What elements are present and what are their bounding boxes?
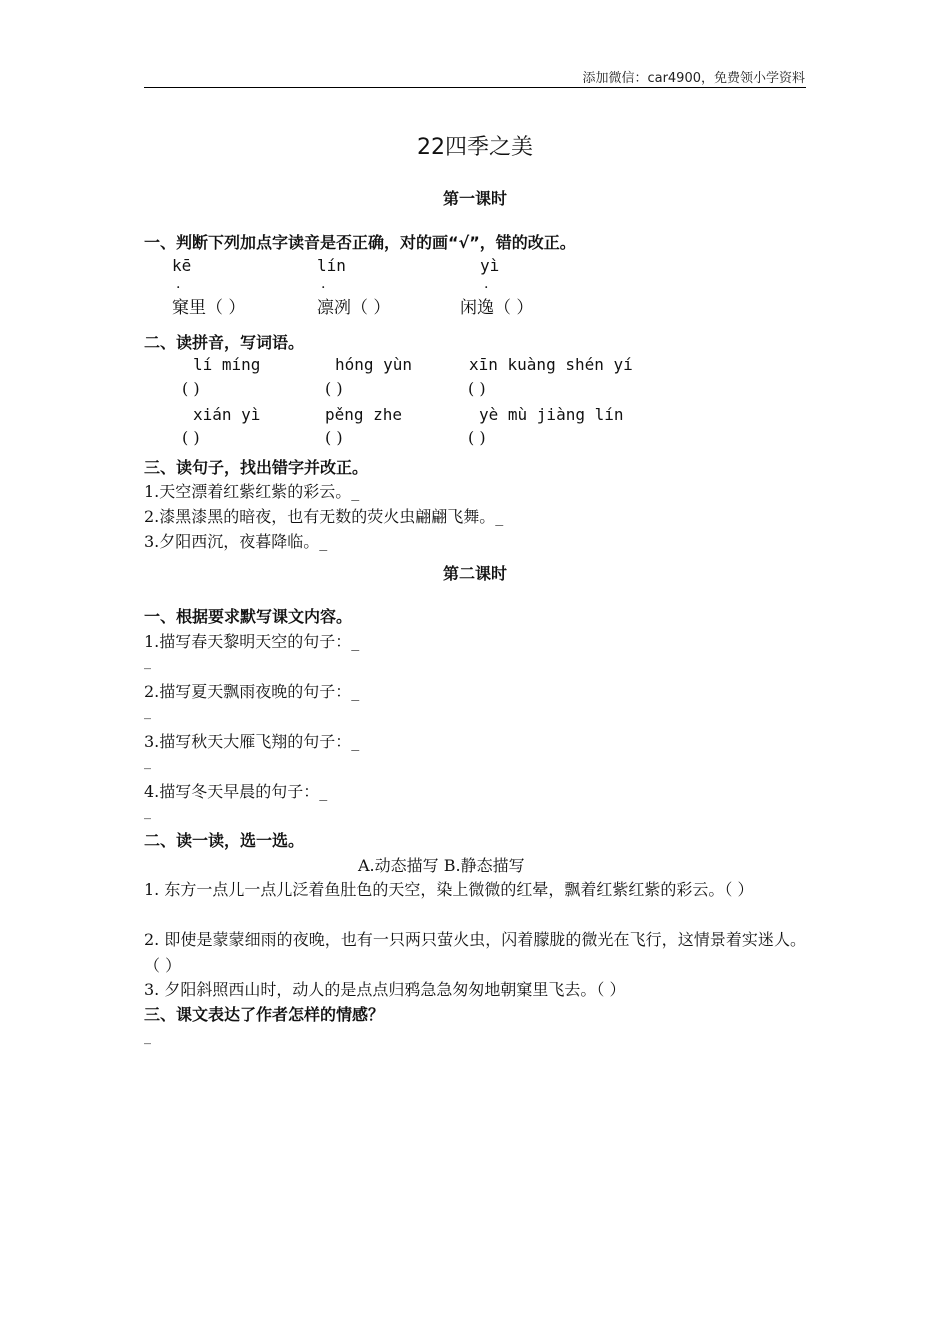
l1-q3-line-1: 1.天空漂着红紫红紫的彩云。_ — [144, 482, 360, 501]
lesson-1-label: 第一课时 — [442, 189, 507, 208]
l2-q2-heading: 二、读一读，选一选。 — [144, 831, 305, 850]
l1-q1-pinyin-3: yì — [480, 256, 500, 275]
l2-q1-heading: 一、根据要求默写课文内容。 — [144, 607, 353, 626]
l1-q1-word-3: 闲逸（ ） — [460, 298, 534, 318]
l2-q1-line-3: 3.描写秋天大雁飞翔的句子：_ — [144, 732, 360, 751]
answer-blank[interactable]: _ — [144, 1029, 151, 1045]
l2-q3-heading: 三、课文表达了作者怎样的情感？ — [144, 1005, 385, 1024]
answer-blank[interactable]: ( ) — [325, 379, 343, 398]
page-title: 22四季之美 — [417, 135, 533, 160]
answer-blank[interactable]: ( ) — [325, 428, 343, 447]
l1-q2-pinyin-1: lí míng — [193, 355, 261, 374]
l2-q1-line-4: 4.描写冬天早晨的句子：_ — [144, 782, 328, 801]
l2-q2-item-3: 3. 夕阳斜照西山时，动人的是点点归鸦急急匆匆地朝窠里飞去。（ ） — [144, 980, 626, 999]
l1-q2-heading: 二、读拼音，写词语。 — [144, 333, 305, 352]
l2-q1-line-1: 1.描写春天黎明天空的句子：_ — [144, 632, 360, 651]
l1-q2-pinyin-4: xián yì — [193, 405, 261, 424]
answer-blank[interactable]: _ — [144, 704, 151, 720]
l1-q2-pinyin-3: xīn kuàng shén yí — [469, 355, 633, 374]
answer-blank[interactable]: ( ) — [468, 428, 486, 447]
l2-q2-item-1: 1. 东方一点儿一点儿泛着鱼肚色的天空，染上微微的红晕，飘着红紫红紫的彩云。（ ） — [144, 880, 754, 899]
answer-blank[interactable]: _ — [144, 754, 151, 770]
l1-q2-pinyin-2: hóng yùn — [335, 355, 413, 374]
emphasis-dot: . — [321, 276, 326, 292]
answer-blank[interactable]: _ — [144, 804, 151, 820]
l2-q1-line-2: 2.描写夏天飘雨夜晚的句子：_ — [144, 682, 360, 701]
l1-q1-heading: 一、判断下列加点字读音是否正确，对的画“√”，错的改正。 — [144, 233, 576, 252]
l1-q2-pinyin-6: yè mù jiàng lín — [479, 405, 624, 424]
header-note: 添加微信：car4900，免费领小学资料 — [582, 71, 805, 86]
header-rule — [144, 87, 806, 88]
l1-q1-pinyin-1: kē — [172, 256, 192, 275]
l1-q1-word-2: 凛冽（ ） — [317, 298, 391, 318]
answer-blank[interactable]: ( ) — [468, 379, 486, 398]
answer-blank[interactable]: ( ) — [182, 428, 200, 447]
l2-q2-options: A.动态描写 B.静态描写 — [358, 856, 525, 875]
emphasis-dot: . — [176, 276, 181, 292]
l1-q2-pinyin-5: pěng zhe — [325, 405, 403, 424]
l2-q2-item-2: 2. 即使是蒙蒙细雨的夜晚，也有一只两只萤火虫，闪着朦胧的微光在飞行，这情景着实迷人。（ ） — [144, 930, 806, 975]
l1-q3-line-2: 2.漆黑漆黑的暗夜，也有无数的荧火虫翩翩飞舞。_ — [144, 507, 504, 526]
l1-q1-word-1: 窠里（ ） — [172, 298, 246, 318]
l1-q3-heading: 三、读句子，找出错字并改正。 — [144, 458, 369, 477]
l1-q3-line-3: 3.夕阳西沉，夜暮降临。_ — [144, 532, 328, 551]
lesson-2-label: 第二课时 — [442, 564, 507, 583]
emphasis-dot: . — [484, 276, 489, 292]
l1-q1-pinyin-2: lín — [317, 256, 346, 275]
answer-blank[interactable]: ( ) — [182, 379, 200, 398]
answer-blank[interactable]: _ — [144, 654, 151, 670]
